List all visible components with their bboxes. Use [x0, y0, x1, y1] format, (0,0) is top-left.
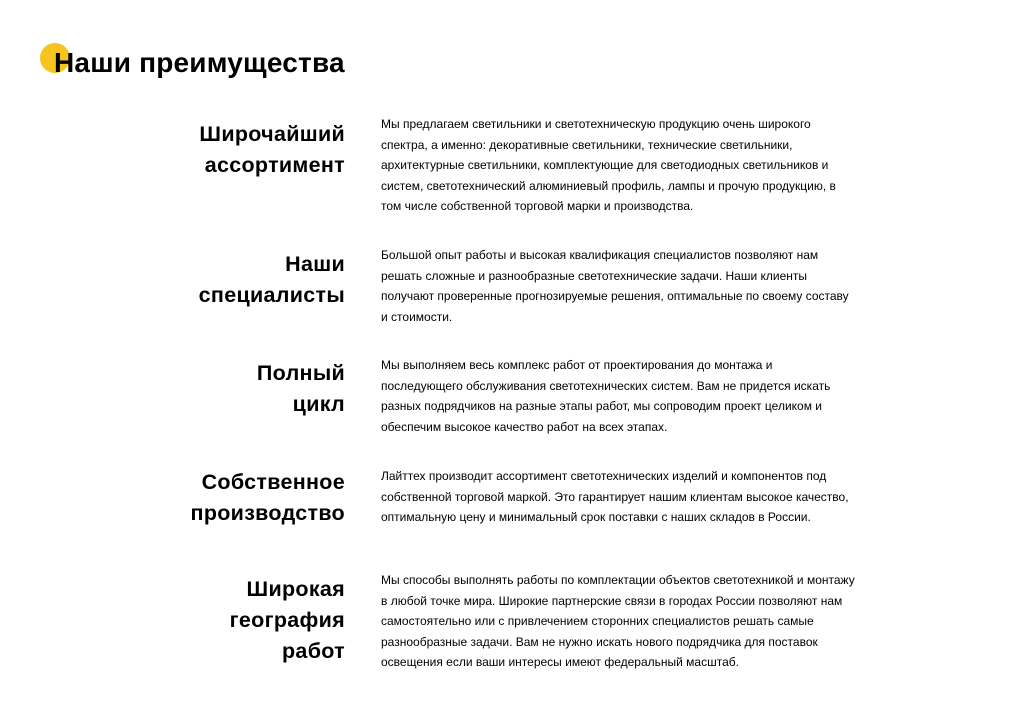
advantage-title: Собственное производство [190, 470, 345, 525]
advantage-description: Мы способы выполнять работы по комплектации объектов светотехникой и монтажу в любой точке мира. Широкие партнерские связи в городах России позволяют нам самостоятельно или с привлечением сторонних специалистов решать самые разнообразные задачи. Вам не нужно искать нового подрядчика для поставок освещения если ваши интересы имеют федеральный масштаб. [381, 573, 855, 669]
advantage-title: Широкая география работ [229, 577, 345, 663]
advantage-description: Мы выполняем весь комплекс работ от проектирования до монтажа и последующего обслуживания светотехнических систем. Вам не придется искать разных подрядчиков на разные этапы работ, мы сопроводим проект целиком и обеспечим высокое качество работ на всех этапах. [381, 358, 831, 434]
advantage-description: Мы предлагаем светильники и светотехническую продукцию очень широкого спектра, а именно: декоративные светильники, технические светильники, архитектурные светильники, комплектующие для светодиодных светильников и систем, светотехнический алюминиевый профиль, лампы и прочую продукцию, в том числе собственной торговой марки и производства. [381, 117, 836, 213]
page-title: Наши преимущества [54, 47, 345, 78]
advantage-title: Наши специалисты [198, 252, 345, 307]
advantage-title: Полный цикл [256, 361, 345, 416]
advantage-title: Широчайший ассортимент [199, 122, 345, 177]
advantage-description: Большой опыт работы и высокая квалификация специалистов позволяют нам решать сложные и разнообразные светотехнические задачи. Наши клиенты получают проверенные прогнозируемые решения, оптимальные по своему составу и стоимости. [381, 248, 849, 324]
advantage-description: Лайттех производит ассортимент светотехнических изделий и компонентов под собственной торговой маркой. Это гарантирует нашим клиентам высокое качество, оптимальную цену и минимальный срок поставки с наших складов в России. [381, 469, 849, 524]
